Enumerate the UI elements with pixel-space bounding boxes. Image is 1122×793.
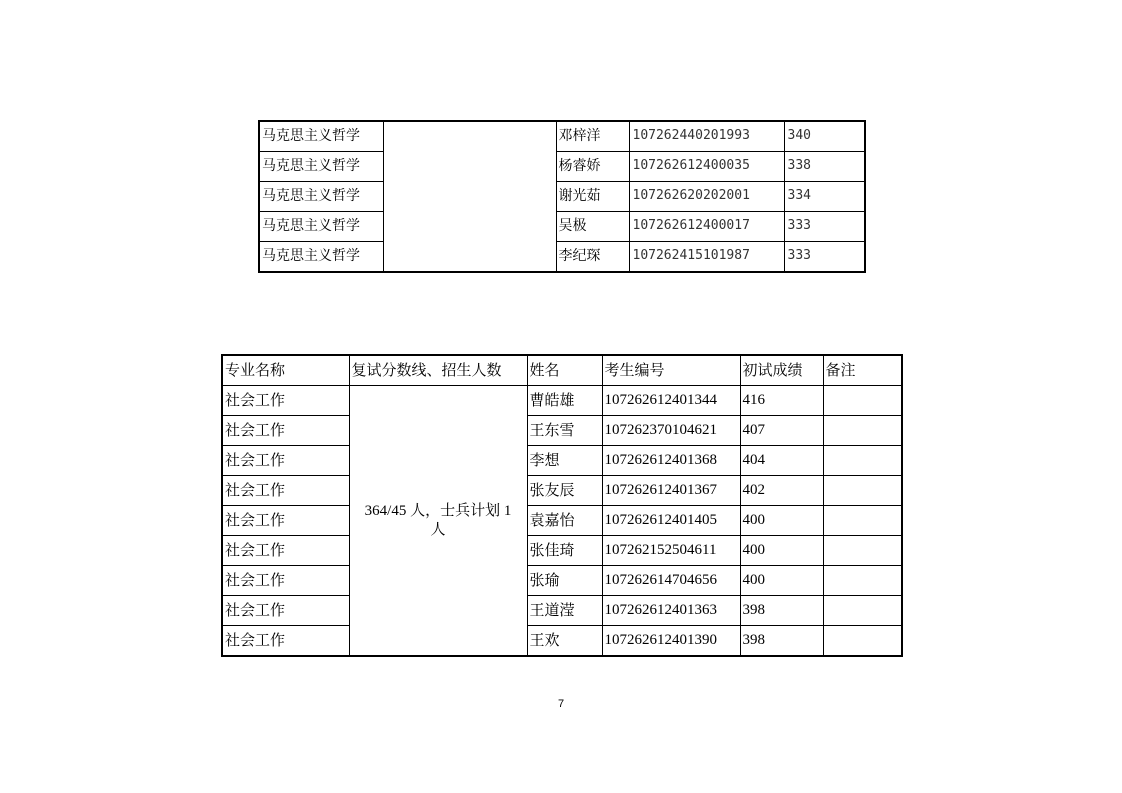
major-cell: 社会工作 <box>222 386 349 416</box>
name-cell: 李想 <box>527 446 602 476</box>
exam-id-cell: 107262370104621 <box>602 416 740 446</box>
major-cell: 社会工作 <box>222 476 349 506</box>
major-cell: 社会工作 <box>222 506 349 536</box>
table-row <box>222 446 902 476</box>
table-row <box>222 476 902 506</box>
score-cell: 416 <box>740 386 823 416</box>
exam-id-cell: 107262415101987 <box>629 242 784 273</box>
cutoff-quota-cell: 364/45 人，士兵计划 1 人 <box>349 386 527 657</box>
name-cell: 杨睿娇 <box>556 152 629 182</box>
name-cell: 张瑜 <box>527 566 602 596</box>
major-cell: 社会工作 <box>222 596 349 626</box>
name-cell: 张友辰 <box>527 476 602 506</box>
table-row <box>259 152 865 182</box>
name-cell: 邓梓洋 <box>556 121 629 152</box>
table-row <box>222 386 902 416</box>
table-row <box>222 626 902 657</box>
name-cell: 李纪琛 <box>556 242 629 273</box>
exam-id-cell: 107262612400035 <box>629 152 784 182</box>
score-cell: 398 <box>740 626 823 657</box>
table-header-row <box>222 355 902 386</box>
name-cell: 张佳琦 <box>527 536 602 566</box>
remark-cell <box>823 626 902 657</box>
score-cell: 400 <box>740 506 823 536</box>
score-cell: 333 <box>784 242 865 273</box>
table-row <box>222 566 902 596</box>
major-cell: 社会工作 <box>222 416 349 446</box>
exam-id-cell: 107262440201993 <box>629 121 784 152</box>
score-cell: 400 <box>740 566 823 596</box>
name-cell: 吴极 <box>556 212 629 242</box>
exam-id-cell: 107262612401363 <box>602 596 740 626</box>
remark-cell <box>823 386 902 416</box>
major-cell: 社会工作 <box>222 626 349 657</box>
table-row <box>259 121 865 152</box>
exam-id-cell: 107262612401405 <box>602 506 740 536</box>
score-cell: 333 <box>784 212 865 242</box>
score-cell: 402 <box>740 476 823 506</box>
major-cell: 马克思主义哲学 <box>259 121 383 152</box>
table-row <box>222 596 902 626</box>
score-cell: 338 <box>784 152 865 182</box>
remark-cell <box>823 566 902 596</box>
remark-cell <box>823 536 902 566</box>
header-name: 姓名 <box>527 355 602 386</box>
name-cell: 王道滢 <box>527 596 602 626</box>
score-cell: 400 <box>740 536 823 566</box>
major-cell: 社会工作 <box>222 566 349 596</box>
header-major: 专业名称 <box>222 355 349 386</box>
exam-id-cell: 107262614704656 <box>602 566 740 596</box>
table-row <box>259 182 865 212</box>
header-score: 初试成绩 <box>740 355 823 386</box>
major-cell: 马克思主义哲学 <box>259 182 383 212</box>
score-cell: 334 <box>784 182 865 212</box>
remark-cell <box>823 506 902 536</box>
table-row <box>259 212 865 242</box>
table-row <box>259 242 865 273</box>
name-cell: 曹皓雄 <box>527 386 602 416</box>
name-cell: 谢光茹 <box>556 182 629 212</box>
name-cell: 王东雪 <box>527 416 602 446</box>
exam-id-cell: 107262152504611 <box>602 536 740 566</box>
major-cell: 社会工作 <box>222 446 349 476</box>
exam-id-cell: 107262612400017 <box>629 212 784 242</box>
cutoff-quota-cell <box>383 121 556 272</box>
table-row <box>222 416 902 446</box>
name-cell: 袁嘉怡 <box>527 506 602 536</box>
table-row <box>222 536 902 566</box>
name-cell: 王欢 <box>527 626 602 657</box>
header-cutoff-quota: 复试分数线、招生人数 <box>349 355 527 386</box>
page-number: 7 <box>557 698 565 710</box>
exam-id-cell: 107262612401344 <box>602 386 740 416</box>
major-cell: 马克思主义哲学 <box>259 152 383 182</box>
exam-id-cell: 107262612401368 <box>602 446 740 476</box>
remark-cell <box>823 416 902 446</box>
remark-cell <box>823 476 902 506</box>
major-cell: 马克思主义哲学 <box>259 212 383 242</box>
score-cell: 407 <box>740 416 823 446</box>
header-remark: 备注 <box>823 355 902 386</box>
remark-cell <box>823 596 902 626</box>
admission-table-social-work <box>221 354 903 657</box>
header-exam-id: 考生编号 <box>602 355 740 386</box>
score-cell: 340 <box>784 121 865 152</box>
major-cell: 马克思主义哲学 <box>259 242 383 273</box>
exam-id-cell: 107262612401367 <box>602 476 740 506</box>
exam-id-cell: 107262612401390 <box>602 626 740 657</box>
score-cell: 404 <box>740 446 823 476</box>
score-cell: 398 <box>740 596 823 626</box>
remark-cell <box>823 446 902 476</box>
major-cell: 社会工作 <box>222 536 349 566</box>
exam-id-cell: 107262620202001 <box>629 182 784 212</box>
table-row <box>222 506 902 536</box>
admission-table-philosophy <box>258 120 866 273</box>
